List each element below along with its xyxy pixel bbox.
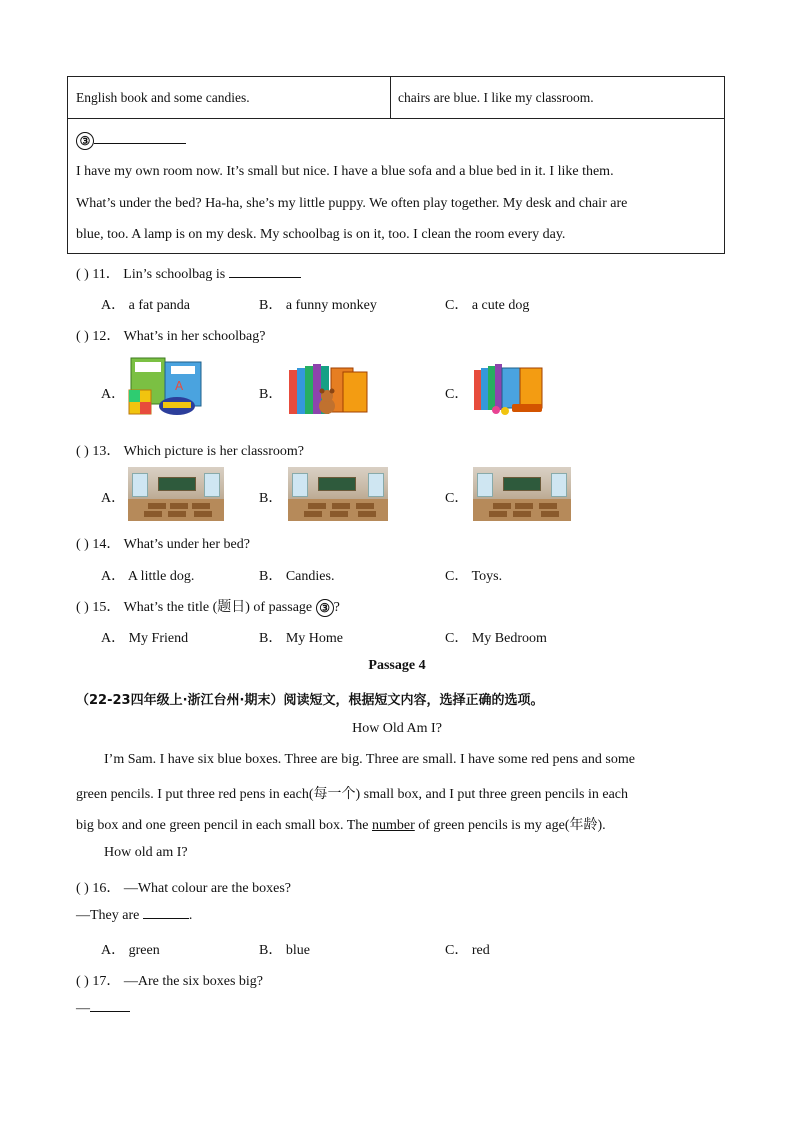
passage4-text: of green pencils is my age(年龄). [418,818,606,833]
question-text: 11． Lin’s schoolbag is [92,267,226,282]
option-a: A． green [101,943,160,958]
question-text: 12． What’s in her schoolbag? [92,329,266,344]
response-text: —They are [76,908,140,923]
question-text: 15． What’s the title (题日) of passage [92,600,313,615]
passage4-question: How old am I? [104,845,188,860]
books-and-candies-image [472,360,546,416]
option-a: A． My Friend [101,631,189,646]
option-a: A． A little dog. [101,569,195,584]
answer-paren: ( ) [76,881,89,896]
table-cell-right: chairs are blue. I like my classroom. [398,90,594,105]
passage3-number: ③ [76,132,94,150]
option-b: B． [259,387,283,402]
passage3-label [76,132,186,150]
passage4-line [76,814,606,834]
option-c: C． red [445,943,490,958]
option-b: B． blue [259,943,310,958]
answer-paren: ( ) [76,267,89,282]
passage4-line: I’m Sam. I have six blue boxes. Three are big. Three are small. I have some red pens and some [104,752,635,767]
option-b: B． a funny monkey [259,298,377,313]
answer-blank [90,1011,130,1012]
option-a: A． [101,491,126,506]
svg-text:A: A [175,379,184,393]
books-and-toys-image [127,356,209,418]
underlined-word: number [372,818,415,833]
classroom-image-c [473,467,571,521]
question-13 [76,440,304,460]
books-and-teddy-image [287,360,371,418]
passage3-title-blank [94,143,186,144]
table-column-divider [390,77,391,118]
classroom-image-a [128,467,224,521]
option-b: B． [259,491,283,506]
question-text: 17． —Are the six boxes big? [92,974,264,989]
option-c: C． [445,491,469,506]
classroom-image-b [288,467,388,521]
passage3-line: I have my own room now. It’s small but nice. I have a blue sofa and a blue bed in it. I like them. [76,164,614,179]
answer-blank [229,277,301,278]
question-16-response: —They are . [76,908,193,923]
passage3-line: What’s under the bed? Ha-ha, she’s my little puppy. We often play together. My desk and chair are [76,195,628,211]
question-15 [76,596,340,617]
question-text: 16． —What colour are the boxes? [92,881,291,896]
question-17 [76,970,263,990]
option-c: C． Toys. [445,569,503,584]
option-b: B． Candies. [259,569,335,584]
answer-paren: ( ) [76,537,89,552]
question-12 [76,325,265,345]
question-17-response [76,1001,130,1017]
table-cell-left: English book and some candies. [76,90,250,105]
passage4-heading: Passage 4 [368,658,426,673]
response-text: — [76,1001,90,1016]
question-mark: ? [333,600,340,615]
option-c: C． [445,387,469,402]
passage4-instruction: （22-23四年级上·浙江台州·期末）阅读短文，根据短文内容，选择正确的选项。 [76,693,544,708]
question-11 [76,263,301,283]
question-16 [76,877,291,897]
passage-number: ③ [316,599,334,617]
passage3-line: blue, too. A lamp is on my desk. My schoolbag is on it, too. I clean the room every day. [76,227,566,242]
question-text: 14． What’s under her bed? [92,537,250,552]
question-14 [76,533,250,553]
option-b: B． My Home [259,631,343,646]
option-a: A． a fat panda [101,298,191,313]
passage4-title: How Old Am I? [352,721,442,736]
answer-blank [143,918,189,919]
option-a: A． [101,387,126,402]
option-c: C． a cute dog [445,298,530,313]
option-c: C． My Bedroom [445,631,547,646]
passage3-text [76,156,716,251]
answer-paren: ( ) [76,329,89,344]
passage4-line: green pencils. I put three red pens in each(每一个) small box, and I put three green pencils in each [76,787,629,802]
passage-table [67,76,725,254]
answer-paren: ( ) [76,444,89,459]
answer-paren: ( ) [76,974,89,989]
passage4-text: big box and one green pencil in each small box. The [76,818,369,833]
answer-paren: ( ) [76,600,89,615]
table-row-divider [68,118,724,119]
question-text: 13． Which picture is her classroom? [92,444,304,459]
